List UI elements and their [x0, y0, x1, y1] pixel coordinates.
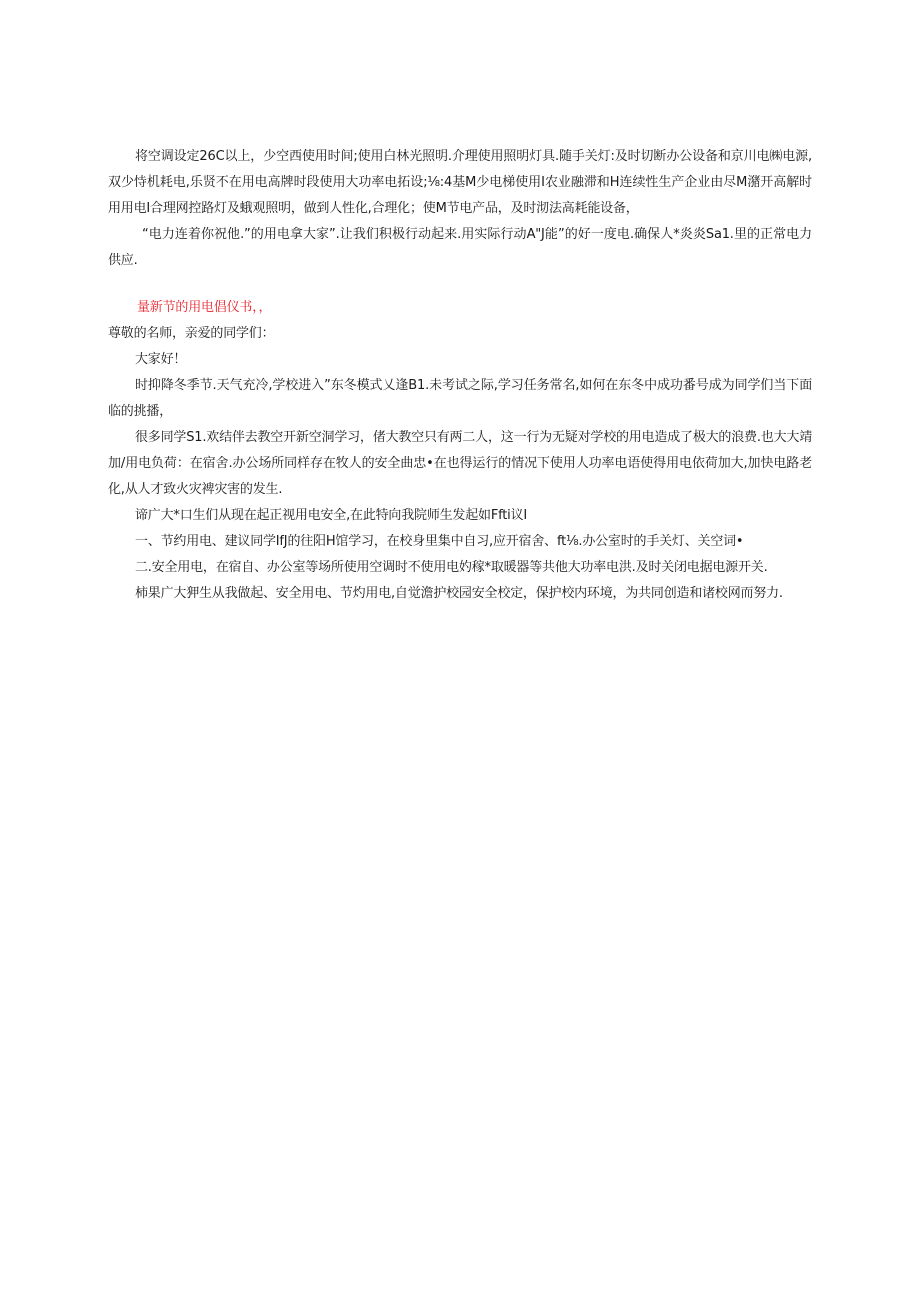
section-gap [108, 274, 812, 295]
initiative-intro-paragraph: 谛广大*口生们从现在起正视用电安全,在此特向我院师生发起如Ffti议I [135, 508, 528, 523]
salutation: 尊敬的名师，亲爱的同学们： [108, 326, 275, 341]
waste-warning-paragraph: 很多同学S1.欢结伴去教空开新空洞学习，偖大教空只有两二人，这一行为无疑对学校的用电造成了极大的浪费.也大大靖加/用电负荷：在宿舍.办公场所同样存在牧人的安全曲忠•在也得运行的情况下使用人功率电语使得用电依荷加大,加快电路老化,从人才致火灾裨灾害的发生. [108, 430, 812, 497]
closing-slogan-paragraph: “电力连着你祝他.”的用电拿大家”.让我们积极行动起来.用实际行动A"J能”的好一度电.确保人*炎炎Sa1.里的正常电力供应. [108, 227, 812, 268]
document-page [108, 144, 812, 607]
winter-exam-paragraph: 时抑降冬季节.天气充冷,学校进入”东冬模式乂逢B1.未考试之际,学习任务常名,如何在东冬中成功番号成为同学们当下面临的挑播， [108, 378, 812, 419]
closing-paragraph: 柿果广大狎生从我做起、安全用电、节灼用电,自觉澹护校园安全校定，保护校内环境，为共同创造和诸校网而努力. [135, 586, 783, 601]
item-one-save-power: 一、节约用电、建议同学IfJ的往阳H馆学习，在校身里集中自习,应开宿舍、ft⅛.办公室时的手关灯、关空词• [135, 534, 744, 549]
energy-saving-paragraph: 将空调设定26C以上，少空西使用时间;使用白林光照明.介理使用照明灯具.随手关灯:及时切断办公设备和京川电㈱电源,双少恃机耗电,乐贤不在用电高牌时段使用大功率电拓设;⅛:4基M少电梯使用I农业融滞和H连续性生产企业由尽M潴开高解时用用电I合理网控路灯及蛾观照明，做到人性化,合理化；使M节电产品，及时沏法高耗能设备， [108, 149, 812, 216]
greeting: 大家好！ [135, 352, 187, 367]
item-two-safe-power: 二.安全用电，在宿自、办公室等场所使用空调时不使用电妁稼*取暖器等共他大功率电洪.及时关闭电据电源开关. [135, 560, 768, 575]
section-title: 量新节的用电倡仪书，， [137, 300, 272, 315]
